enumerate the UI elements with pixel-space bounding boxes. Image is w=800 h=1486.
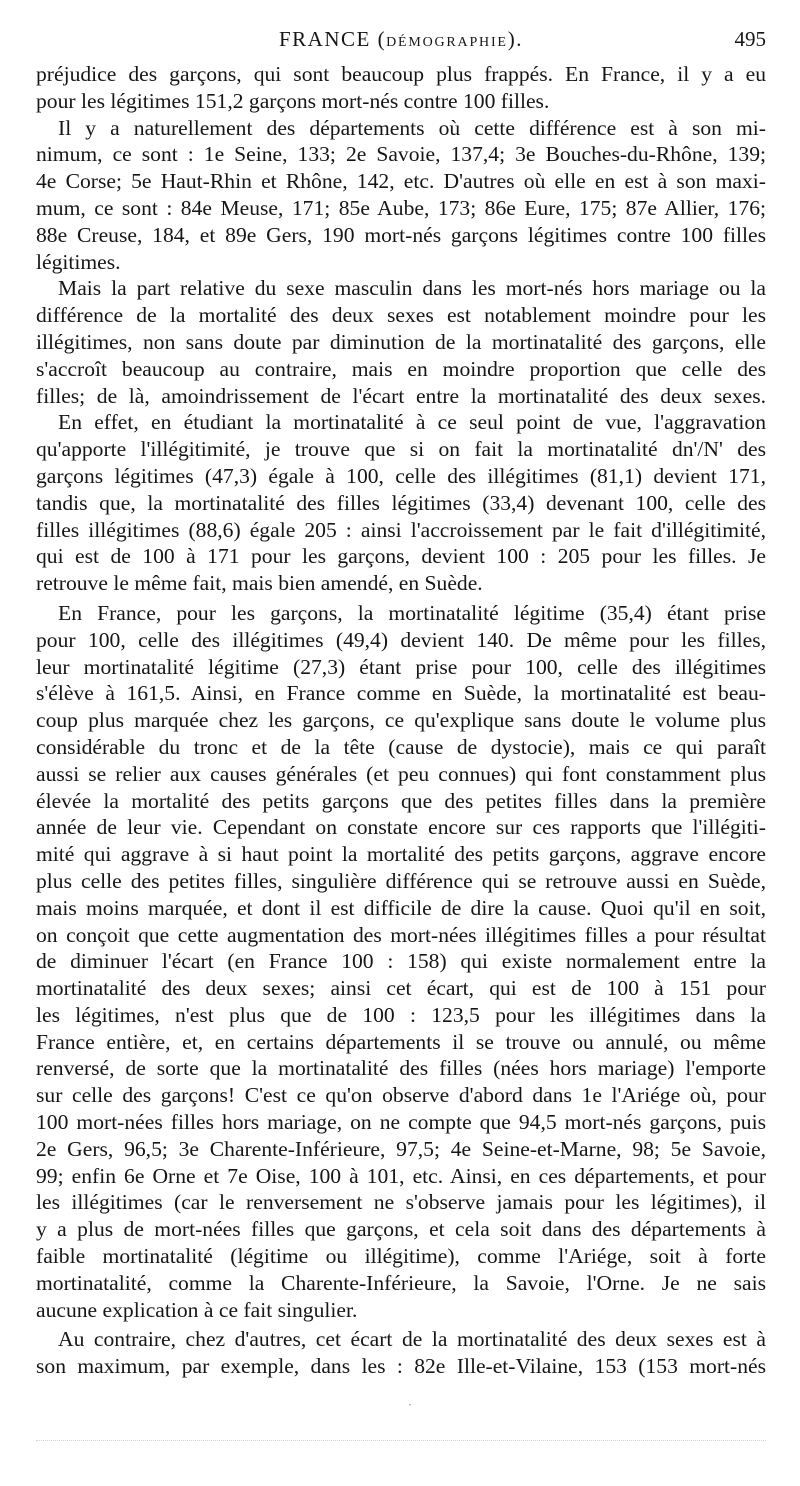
text-line: les illégitimes (car le renversement ne s'observe jamais pour les légitimes), il [36, 1190, 766, 1215]
text-line: 88e Creuse, 184, et 89e Gers, 190 mort-nés garçons légitimes contre 100 filles [36, 222, 766, 247]
text-line: légitimes. [36, 249, 121, 274]
text-line: Mais la part relative du sexe masculin dans les mort-nés hors mariage ou la [58, 276, 766, 301]
page-number: 495 [734, 27, 766, 51]
text-line: 100 mort-nées filles hors mariage, on ne compte que 94,5 mort-nés garçons, puis [36, 1110, 766, 1135]
text-line: pour les légitimes 151,2 garçons mort-nés contre 100 filles. [36, 88, 550, 113]
text-line: retrouve le même fait, mais bien amendé, en Suède. [36, 571, 483, 596]
text-line: En France, pour les garçons, la mortinatalité légitime (35,4) étant prise [58, 600, 766, 625]
text-line: En effet, en étudiant la mortinatalité à ce seul point de vue, l'aggravation [58, 410, 766, 435]
text-line: préjudice des garçons, qui sont beaucoup plus frappés. En France, il y a eu [36, 62, 766, 86]
text-line: renversé, de sorte que la mortinatalité des filles (nées hors mariage) l'emporte [36, 1056, 766, 1081]
text-line: année de leur vie. Cependant on constate encore sur ces rapports que l'illégiti- [36, 815, 766, 840]
title-main: FRANCE ( [278, 27, 387, 51]
body-text [36, 61, 766, 1380]
title-smallcaps: DÉMOGRAPHIE [386, 35, 508, 50]
running-title [36, 27, 766, 52]
text-line: France entière, et, en certains départements il se trouve ou annulé, ou même [36, 1029, 766, 1054]
text-line: s'accroît beaucoup au contraire, mais en moindre proportion que celle des [36, 356, 766, 381]
text-line: pour 100, celle des illégitimes (49,4) devient 140. De même pour les filles, [36, 627, 766, 652]
text-line: leur mortinatalité légitime (27,3) étant prise pour 100, celle des illégitimes [36, 654, 766, 679]
text-line: on conçoit que cette augmentation des mort-nées illégitimes filles a pour résultat [36, 922, 766, 947]
text-line: s'élève à 161,5. Ainsi, en France comme en Suède, la mortinatalité est beau- [36, 681, 766, 706]
text-line: élevée la mortalité des petits garçons que des petites filles dans la première [36, 788, 766, 813]
text-line: mortinatalité des deux sexes; ainsi cet écart, qui est de 100 à 151 pour [36, 976, 766, 1001]
text-line: mité qui aggrave à si haut point la mortalité des petits garçons, aggrave encore [36, 842, 766, 867]
text-line: 99; enfin 6e Orne et 7e Oise, 100 à 101, etc. Ainsi, en ces départements, et pour [36, 1163, 766, 1188]
text-line: aussi se relier aux causes générales (et peu connues) qui font constamment plus [36, 761, 766, 786]
text-line: de diminuer l'écart (en France 100 : 158) qui existe normalement entre la [36, 949, 766, 974]
text-line: aucune explication à ce fait singulier. [36, 1297, 358, 1322]
text-line: mais moins marquée, et dont il est difficile de dire la cause. Quoi qu'il en soit, [36, 895, 766, 920]
bottom-dotted-rule [36, 1440, 766, 1447]
text-line: Il y a naturellement des départements où cette différence est à son mi- [58, 115, 766, 140]
text-line: les légitimes, n'est plus que de 100 : 123,5 pour les illégitimes dans la [36, 1002, 766, 1027]
text-line: nimum, ce sont : 1e Seine, 133; 2e Savoie, 137,4; 3e Bouches-du-Rhône, 139; [36, 142, 766, 167]
text-line: faible mortinatalité (légitime ou illégitime), comme l'Ariége, soit à forte [36, 1244, 766, 1269]
text-line: filles; de là, amoindrissement de l'écart entre la mortinatalité des deux sexes. [36, 383, 766, 408]
text-line: y a plus de mort-nées filles que garçons, et cela soit dans des départements à [36, 1217, 766, 1242]
title-end: ). [507, 27, 524, 51]
text-line: sur celle des garçons! C'est ce qu'on observe d'abord dans 1e l'Ariége où, pour [36, 1083, 766, 1108]
running-header [36, 27, 766, 51]
text-line: son maximum, par exemple, dans les : 82e Ille-et-Vilaine, 153 (153 mort-nés [36, 1354, 766, 1379]
text-line: garçons légitimes (47,3) égale à 100, celle des illégitimes (81,1) devient 171, [36, 463, 766, 488]
text-line: qu'apporte l'illégitimité, je trouve que si on fait la mortinatalité dn'/N' des [36, 437, 766, 462]
text-line: 4e Corse; 5e Haut-Rhin et Rhône, 142, etc. D'autres où elle en est à son maxi- [36, 169, 766, 194]
text-line: différence de la mortalité des deux sexes est notablement moindre pour les [36, 303, 766, 328]
text-line: coup plus marquée chez les garçons, ce qu'explique sans doute le volume plus [36, 708, 766, 733]
text-line: qui est de 100 à 171 pour les garçons, devient 100 : 205 pour les filles. Je [36, 544, 766, 569]
text-line: plus celle des petites filles, singulière différence qui se retrouve aussi en Suède, [36, 868, 766, 893]
text-line: 2e Gers, 96,5; 3e Charente-Inférieure, 97,5; 4e Seine-et-Marne, 98; 5e Savoie, [36, 1136, 766, 1161]
text-line: mortinatalité, comme la Charente-Inférieure, la Savoie, l'Orne. Je ne sais [36, 1270, 766, 1295]
text-line: filles illégitimes (88,6) égale 205 : ainsi l'accroissement par le fait d'illégitimité, [36, 517, 766, 542]
text-line: tandis que, la mortinatalité des filles légitimes (33,4) devenant 100, celle des [36, 490, 766, 515]
text-line: illégitimes, non sans doute par diminution de la mortinatalité des garçons, elle [36, 329, 766, 354]
text-line: considérable du tronc et de la tête (cause de dystocie), mais ce qui paraît [36, 734, 766, 759]
small-mark: · [408, 1398, 412, 1412]
text-line: mum, ce sont : 84e Meuse, 171; 85e Aube, 173; 86e Eure, 175; 87e Allier, 176; [36, 195, 766, 220]
text-line: Au contraire, chez d'autres, cet écart de la mortinatalité des deux sexes est à [58, 1327, 766, 1352]
